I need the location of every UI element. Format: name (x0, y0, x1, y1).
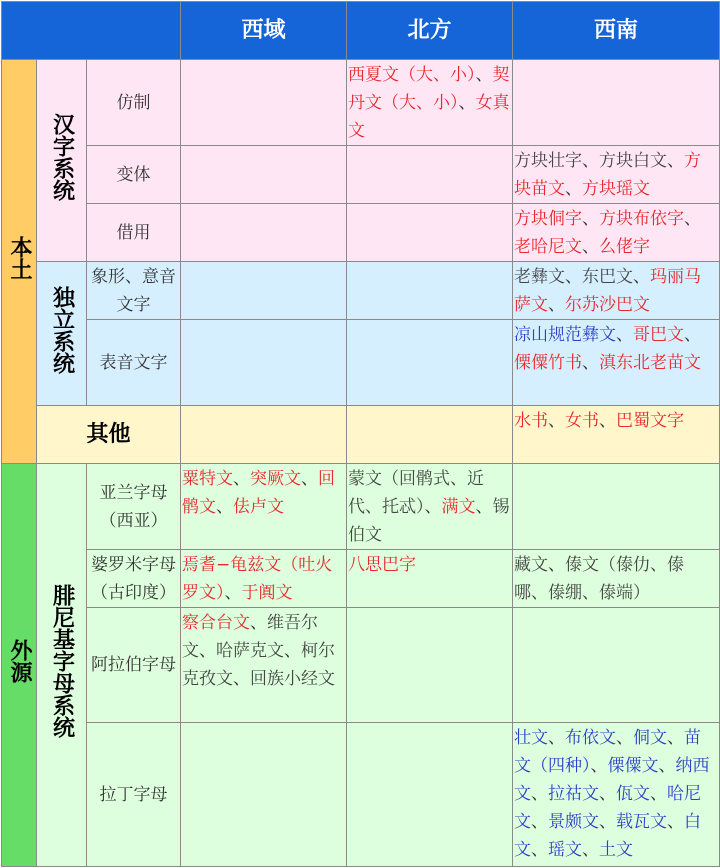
cell-xiangxing-xinan (513, 262, 720, 320)
script-name: 粟特文 (182, 469, 234, 489)
list-separator: 、 (582, 151, 600, 171)
cell-lading-beifang (347, 723, 513, 867)
cell-fangzhi-xiyu (181, 60, 347, 146)
header-xinan: 西南 (513, 2, 720, 60)
row-label-bianti: 变体 (87, 146, 181, 204)
list-separator: 、 (250, 613, 268, 633)
list-separator: 、 (424, 497, 442, 517)
list-separator: 、 (658, 756, 676, 776)
script-name: 柯尔克孜文 (182, 641, 336, 689)
list-separator: 、 (233, 469, 251, 489)
cell-bianti-xinan (513, 146, 720, 204)
cell-lading-xinan (513, 723, 720, 867)
list-separator: 、 (684, 209, 702, 229)
row-poluomi (2, 550, 720, 608)
row-label-yalan: 亚兰字母（西亚） (87, 464, 181, 550)
script-name: 方块瑶文 (582, 179, 651, 199)
row-label-lading: 拉丁字母 (87, 723, 181, 867)
script-name: 么佬字 (599, 237, 651, 257)
script-name: 回鹘文 (182, 469, 336, 517)
script-name: 女书 (565, 411, 600, 431)
cell-alabo-xiyu (181, 608, 347, 723)
script-name: 拉祜文 (548, 784, 600, 804)
group-han: 汉字系统 (37, 60, 87, 262)
list-separator: 、 (599, 411, 617, 431)
writing-systems-table (1, 1, 720, 867)
script-name: 佤文 (616, 784, 651, 804)
script-name: 突厥文 (250, 469, 302, 489)
cell-qita-xiyu (181, 406, 347, 464)
row-fangzhi (2, 60, 720, 146)
row-label-fangzhi: 仿制 (87, 60, 181, 146)
cell-xiangxing-beifang (347, 262, 513, 320)
list-separator: 、 (565, 267, 583, 287)
script-name: 于阗文 (241, 583, 293, 603)
cell-alabo-beifang (347, 608, 513, 723)
list-separator: 、 (684, 325, 702, 345)
script-name: 土文 (599, 840, 634, 860)
list-separator: 、 (548, 295, 566, 315)
cell-lading-xiyu (181, 723, 347, 867)
script-name: 白文 (514, 812, 702, 860)
cell-jieyong-xiyu (181, 204, 347, 262)
list-separator: 、 (475, 497, 493, 517)
script-name: 傈僳竹书 (514, 353, 583, 373)
script-name: 滇东北老苗文 (599, 353, 702, 373)
script-name: 尔苏沙巴文 (565, 295, 651, 315)
row-yalan (2, 464, 720, 550)
header-beifang: 北方 (347, 2, 513, 60)
script-name: 苗文（四种） (514, 728, 702, 776)
cell-xiangxing-xiyu (181, 262, 347, 320)
list-separator: 、 (599, 784, 617, 804)
list-separator: 、 (548, 411, 566, 431)
list-separator: 、 (475, 65, 493, 85)
group-waiyuan: 外源 (2, 464, 37, 867)
script-name: 巴蜀文字 (616, 411, 685, 431)
script-name: 壮文 (514, 728, 549, 748)
cell-biaoyin-beifang (347, 320, 513, 406)
list-separator: 、 (616, 325, 634, 345)
script-name: 焉耆−龟兹文（吐火罗文） (182, 555, 333, 603)
list-separator: 、 (531, 812, 549, 832)
script-name: 景颇文 (548, 812, 600, 832)
cell-alabo-xinan (513, 608, 720, 723)
group-alpha: 腓尼基字母系统 (37, 464, 87, 867)
script-name: 方块苗文 (514, 151, 702, 199)
cell-fangzhi-beifang (347, 60, 513, 146)
cell-bianti-xiyu (181, 146, 347, 204)
script-name: 方块布依字 (599, 209, 685, 229)
script-name: 方块侗字 (514, 209, 583, 229)
cell-yalan-beifang (347, 464, 513, 550)
header-row (2, 2, 720, 60)
row-biaoyin (2, 320, 720, 406)
script-name: 满文 (441, 497, 476, 517)
list-separator: 、 (224, 583, 242, 603)
cell-fangzhi-xinan (513, 60, 720, 146)
cell-jieyong-xinan (513, 204, 720, 262)
script-name: 凉山规范彝文 (514, 325, 617, 345)
script-name: 回族小经文 (250, 669, 336, 689)
script-name: 老彝文 (514, 267, 566, 287)
script-name: 纳西文 (514, 756, 710, 804)
script-name: 西夏文（大、小） (348, 65, 476, 85)
list-separator: 、 (531, 784, 549, 804)
cell-poluomi-beifang (347, 550, 513, 608)
row-label-alabo: 阿拉伯字母 (87, 608, 181, 723)
list-separator: 、 (667, 151, 685, 171)
script-name: 东巴文 (582, 267, 634, 287)
row-label-xiangxing: 象形、意音文字 (87, 262, 181, 320)
group-bentu: 本土 (2, 60, 37, 464)
cell-qita-xinan (513, 406, 720, 464)
script-name: 蒙文（回鹘式、近代、托忒） (348, 469, 485, 517)
row-bianti (2, 146, 720, 204)
cell-yalan-xinan (513, 464, 720, 550)
list-separator: 、 (301, 469, 319, 489)
group-other: 其他 (37, 406, 181, 464)
list-separator: 、 (667, 812, 685, 832)
script-name: 傣文（傣仂、傣哪、傣绷、傣端） (514, 555, 685, 603)
script-name: 哈萨克文 (216, 641, 285, 661)
script-name: 老哈尼文 (514, 237, 583, 257)
cell-yalan-xiyu (181, 464, 347, 550)
list-separator: 、 (199, 641, 217, 661)
list-separator: 、 (667, 728, 685, 748)
list-separator: 、 (548, 555, 566, 575)
row-label-poluomi: 婆罗米字母（古印度） (87, 550, 181, 608)
list-separator: 、 (582, 353, 600, 373)
cell-poluomi-xinan (513, 550, 720, 608)
list-separator: 、 (582, 840, 600, 860)
script-name: 八思巴字 (348, 555, 417, 575)
group-indep: 独立系统 (37, 262, 87, 406)
list-separator: 、 (531, 840, 549, 860)
script-name: 维吾尔文 (182, 613, 319, 661)
script-name: 侗文 (633, 728, 668, 748)
list-separator: 、 (458, 93, 476, 113)
header-corner (2, 2, 181, 60)
script-name: 方块白文 (599, 151, 668, 171)
header-xiyu: 西域 (181, 2, 347, 60)
cell-poluomi-xiyu (181, 550, 347, 608)
script-name: 布依文 (565, 728, 617, 748)
cell-bianti-beifang (347, 146, 513, 204)
cell-biaoyin-xinan (513, 320, 720, 406)
cell-biaoyin-xiyu (181, 320, 347, 406)
script-name: 玛丽马萨文 (514, 267, 702, 315)
script-name: 察合台文 (182, 613, 251, 633)
script-name: 藏文 (514, 555, 549, 575)
row-qita (2, 406, 720, 464)
list-separator: 、 (565, 179, 583, 199)
list-separator: 、 (284, 641, 302, 661)
list-separator: 、 (582, 209, 600, 229)
script-name: 女真文 (348, 93, 510, 141)
list-separator: 、 (590, 756, 608, 776)
list-separator: 、 (233, 669, 251, 689)
script-name: 傈僳文 (607, 756, 659, 776)
row-lading (2, 723, 720, 867)
script-name: 佉卢文 (233, 497, 285, 517)
script-name: 方块壮字 (514, 151, 583, 171)
row-xiangxing (2, 262, 720, 320)
script-name: 载瓦文 (616, 812, 668, 832)
script-name: 哥巴文 (633, 325, 685, 345)
row-label-biaoyin: 表音文字 (87, 320, 181, 406)
script-name: 哈尼文 (514, 784, 702, 832)
row-alabo (2, 608, 720, 723)
cell-qita-beifang (347, 406, 513, 464)
row-label-jieyong: 借用 (87, 204, 181, 262)
script-name: 瑶文 (548, 840, 583, 860)
script-name: 水书 (514, 411, 549, 431)
list-separator: 、 (616, 728, 634, 748)
list-separator: 、 (633, 267, 651, 287)
list-separator: 、 (599, 812, 617, 832)
script-name: 锡伯文 (348, 497, 510, 545)
row-jieyong (2, 204, 720, 262)
script-name: 契丹文（大、小） (348, 65, 510, 113)
list-separator: 、 (216, 497, 234, 517)
cell-jieyong-beifang (347, 204, 513, 262)
list-separator: 、 (548, 728, 566, 748)
list-separator: 、 (650, 784, 668, 804)
list-separator: 、 (582, 237, 600, 257)
